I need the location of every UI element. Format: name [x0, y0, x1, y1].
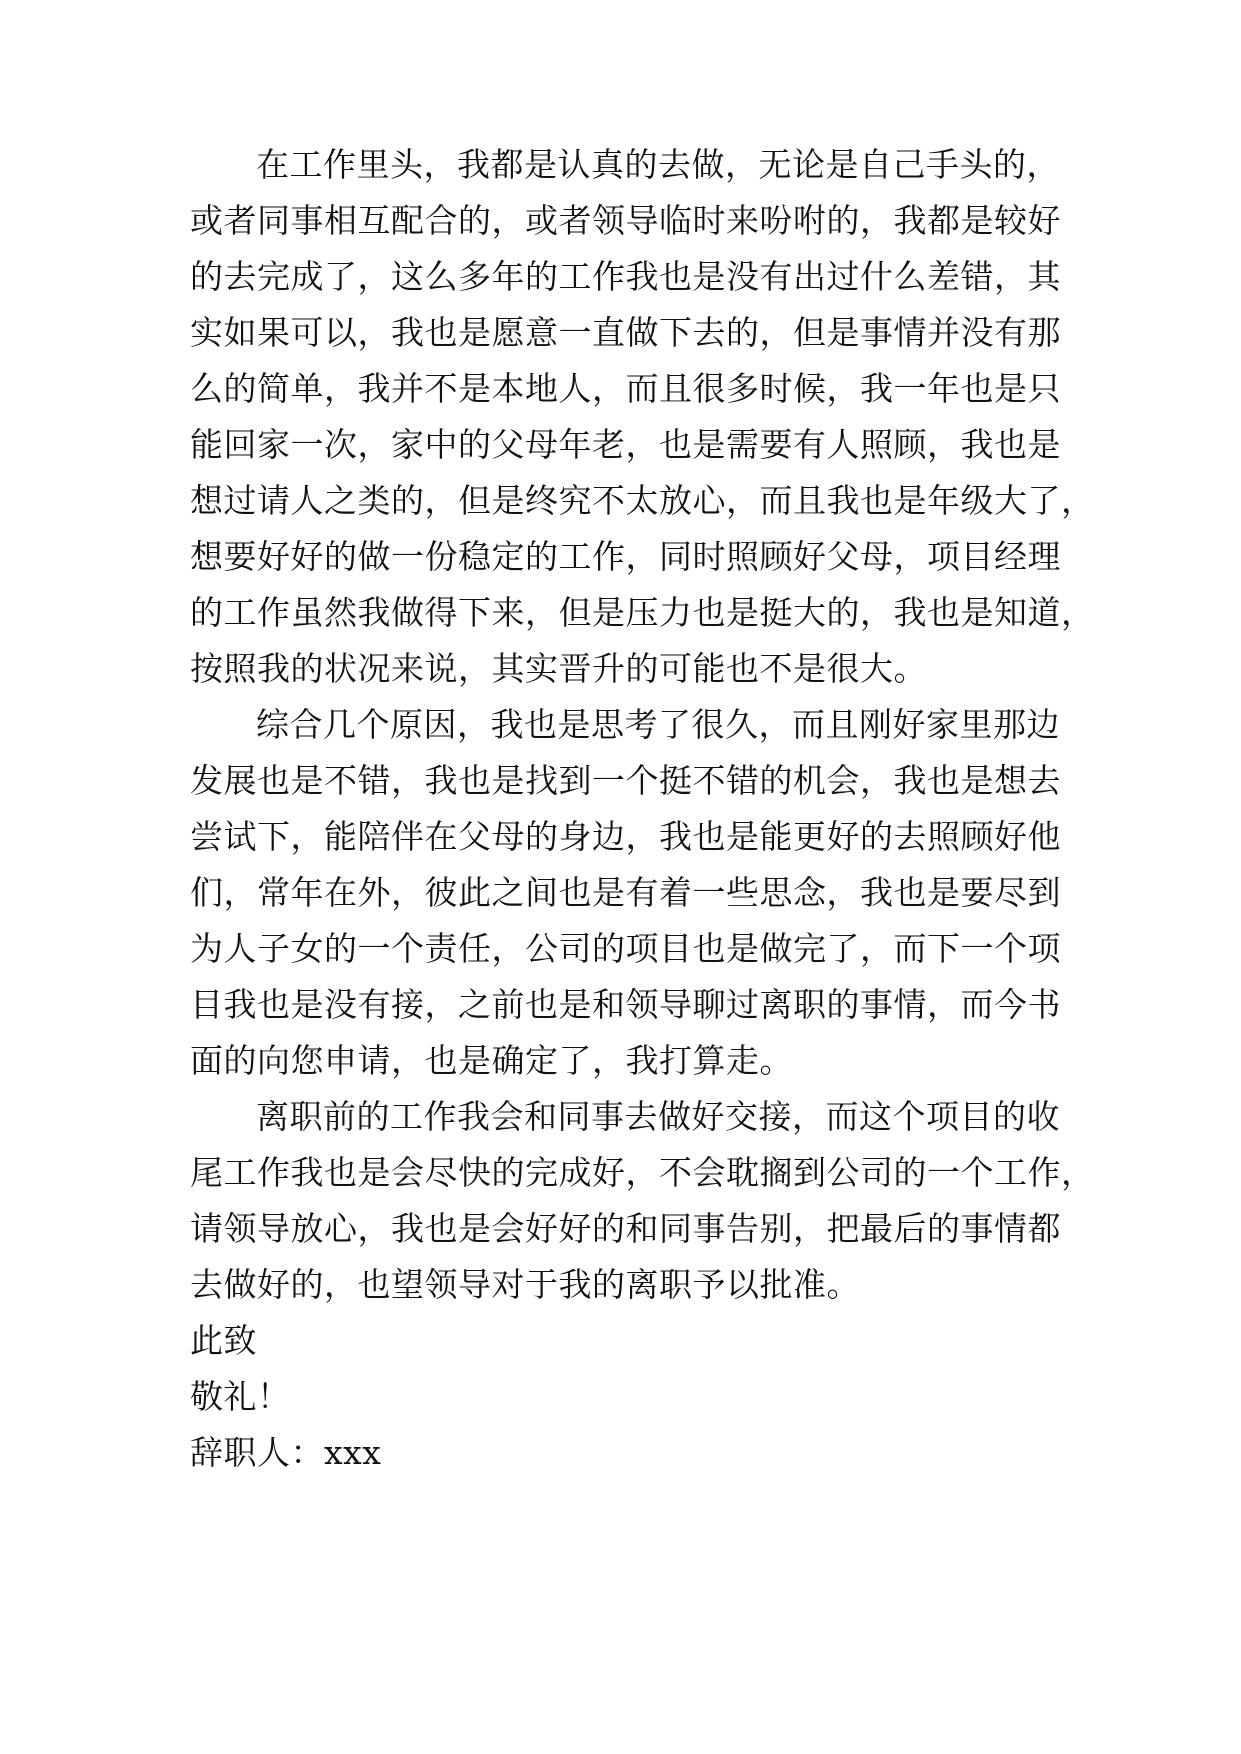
- paragraph-3-line-3: 请领导放心，我也是会好好的和同事告别，把最后的事情都: [190, 1209, 1061, 1248]
- paragraph-2-line-3: 尝试下，能陪伴在父母的身边，我也是能更好的去照顾好他: [190, 817, 1061, 856]
- signature-line: 辞职人：xxx: [190, 1433, 382, 1472]
- paragraph-1-line-10: 按照我的状况来说，其实晋升的可能也不是很大。: [190, 649, 927, 688]
- paragraph-2-line-4: 们，常年在外，彼此之间也是有着一些思念，我也是要尽到: [190, 873, 1061, 912]
- paragraph-2-line-2: 发展也是不错，我也是找到一个挺不错的机会，我也是想去: [190, 761, 1061, 800]
- paragraph-3-line-4: 去做好的，也望领导对于我的离职予以批准。: [190, 1265, 860, 1304]
- paragraph-1-line-3: 的去完成了，这么多年的工作我也是没有出过什么差错，其: [190, 257, 1061, 296]
- paragraph-1-line-2: 或者同事相互配合的，或者领导临时来吩咐的，我都是较好: [190, 201, 1061, 240]
- closing-regards: 敬礼！: [190, 1377, 291, 1416]
- paragraph-1-line-5: 么的简单，我并不是本地人，而且很多时候，我一年也是只: [190, 369, 1061, 408]
- paragraph-1-line-9: 的工作虽然我做得下来，但是压力也是挺大的，我也是知道，: [190, 593, 1095, 632]
- paragraph-1-line-8: 想要好好的做一份稳定的工作，同时照顾好父母，项目经理: [190, 537, 1061, 576]
- paragraph-1-line-6: 能回家一次，家中的父母年老，也是需要有人照顾，我也是: [190, 425, 1061, 464]
- paragraph-2-line-5: 为人子女的一个责任，公司的项目也是做完了，而下一个项: [190, 929, 1061, 968]
- paragraph-2-line-7: 面的向您申请，也是确定了，我打算走。: [190, 1041, 793, 1080]
- paragraph-1-line-4: 实如果可以，我也是愿意一直做下去的，但是事情并没有那: [190, 313, 1061, 352]
- paragraph-2-line-1: 综合几个原因，我也是思考了很久，而且刚好家里那边: [256, 705, 1060, 744]
- paragraph-2-line-6: 目我也是没有接，之前也是和领导聊过离职的事情，而今书: [190, 985, 1061, 1024]
- closing-salutation: 此致: [190, 1321, 257, 1360]
- paragraph-1-line-7: 想过请人之类的，但是终究不太放心，而且我也是年级大了，: [190, 481, 1095, 520]
- paragraph-3-line-2: 尾工作我也是会尽快的完成好，不会耽搁到公司的一个工作，: [190, 1153, 1095, 1192]
- paragraph-3-line-1: 离职前的工作我会和同事去做好交接，而这个项目的收: [256, 1097, 1060, 1136]
- paragraph-1-line-1: 在工作里头，我都是认真的去做，无论是自己手头的，: [256, 145, 1060, 184]
